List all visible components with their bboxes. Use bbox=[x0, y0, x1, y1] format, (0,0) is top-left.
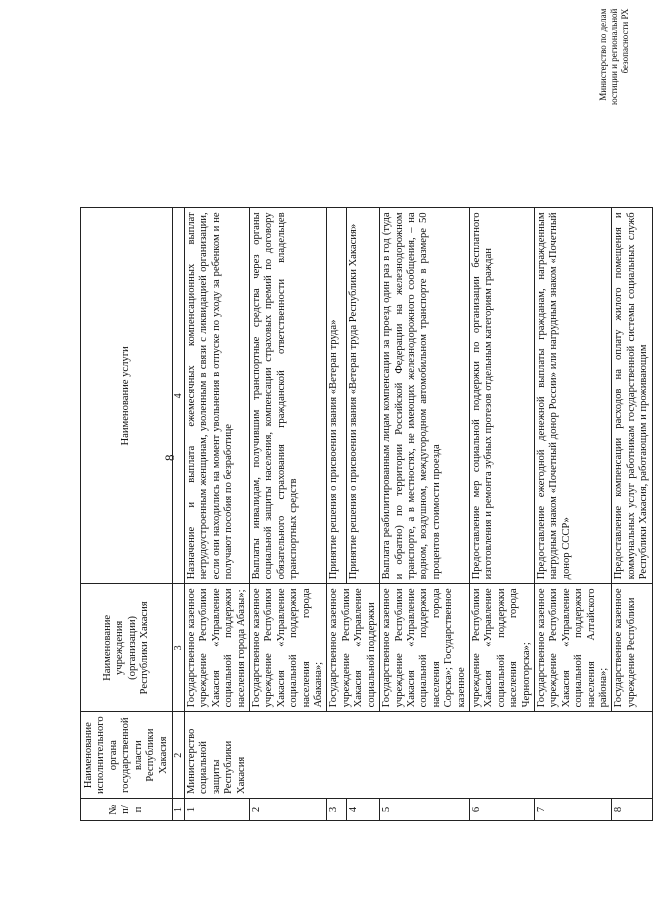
service-name: Выплаты инвалидам, получившим транспортные средства через органы социальной защиты населения, компенсации страховых премий по договору обязательного страхования гражданской ответственности владельцев транспортных средств bbox=[250, 208, 327, 584]
page-number: 8 bbox=[162, 454, 177, 461]
table-row bbox=[185, 208, 250, 821]
column-number: 4 bbox=[173, 208, 185, 584]
header-service: Наименование услуги bbox=[81, 208, 173, 584]
registration-stamp bbox=[598, 9, 631, 105]
institution: учреждение Республики Хакасия «Управление социальной поддержки населения города Черногорска»; bbox=[469, 584, 534, 712]
service-name: Предоставление ежегодной денежной выплаты гражданам, награжденным нагрудным знаком «Почетный донор России» или нагрудным знаком «Почетный донор СССР» bbox=[534, 208, 611, 584]
column-number: 3 bbox=[173, 584, 185, 712]
institution: Государственное казенное учреждение Республики bbox=[612, 584, 652, 712]
stamp-line: Министерство по делам bbox=[598, 8, 608, 101]
row-number: 3 bbox=[327, 799, 347, 821]
row-number: 7 bbox=[534, 799, 611, 821]
row-number: 8 bbox=[612, 799, 652, 821]
row-number: 6 bbox=[469, 799, 534, 821]
row-number: 4 bbox=[347, 799, 380, 821]
institution: Государственное казенное учреждение Республики Хакасия «Управление социальной поддержки населения города Абазы»; bbox=[185, 584, 250, 712]
service-name: Выплата реабилитированным лицам компенсации за проезд один раз в год (туда и обратно) по территории Российской Федерации на железнодорожном транспорте, а в местностях, не имеющих железнодорожного сообщения, – на водном, воздушном, междугородном автомобильном транспорте в размере 50 процентов стоимости проезда bbox=[380, 208, 470, 584]
row-number: 2 bbox=[250, 799, 327, 821]
row-number: 1 bbox=[185, 799, 250, 821]
header-org: Наименование исполнительного органа государственной власти Республики Хакасия bbox=[81, 712, 173, 799]
header-inst: Наименование учреждения (организации) Республики Хакасия bbox=[81, 584, 173, 712]
stamp-line: безопасности РХ bbox=[620, 8, 630, 74]
service-name: Принятие решения о присвоении звания «Ветеран труда» bbox=[327, 208, 347, 584]
column-numbers-row bbox=[173, 208, 185, 821]
column-number: 2 bbox=[173, 712, 185, 799]
row-number: 5 bbox=[380, 799, 470, 821]
institution: Государственное казенное учреждение Республики Хакасия «Управление социальной поддержки населения Алтайского района»; bbox=[534, 584, 611, 712]
executive-body: Министерство социальной защиты Республики Хакасия bbox=[185, 712, 653, 799]
service-name: Назначение и выплата ежемесячных компенсационных выплат нетрудоустроенным женщинам, уволенным в связи с ликвидацией организации, если они находились на момент увольнения в отпуске по уходу за ребенком и не получают пособия по безработице bbox=[185, 208, 250, 584]
institution: Государственное казенное учреждение Республики Хакасия «Управление социальной поддержки населения города Сорска»; Государственное казенное bbox=[380, 584, 470, 712]
table-header-row bbox=[81, 208, 173, 821]
institution: Государственное казенное учреждение Республики Хакасия «Управление социальной поддержки населения города Абакана»; bbox=[250, 584, 327, 712]
stamp-line: юстиции и региональной bbox=[609, 8, 619, 105]
institution: Государственное казенное учреждение Республики Хакасия «Управление социальной поддержки bbox=[327, 584, 380, 712]
services-table bbox=[80, 207, 653, 821]
header-no: № п/п bbox=[81, 799, 173, 821]
service-name: Предоставление мер социальной поддержки по организации бесплатного изготовления и ремонта зубных протезов отдельным категориям граждан bbox=[469, 208, 534, 584]
service-name: Предоставление компенсации расходов на оплату жилого помещения и коммунальных услуг работникам государственной системы социальных служб Республики Хакасия, работающим и проживающим bbox=[612, 208, 652, 584]
service-name: Принятие решения о присвоении звания «Ветеран труда Республики Хакасия» bbox=[347, 208, 380, 584]
column-number: 1 bbox=[173, 799, 185, 821]
